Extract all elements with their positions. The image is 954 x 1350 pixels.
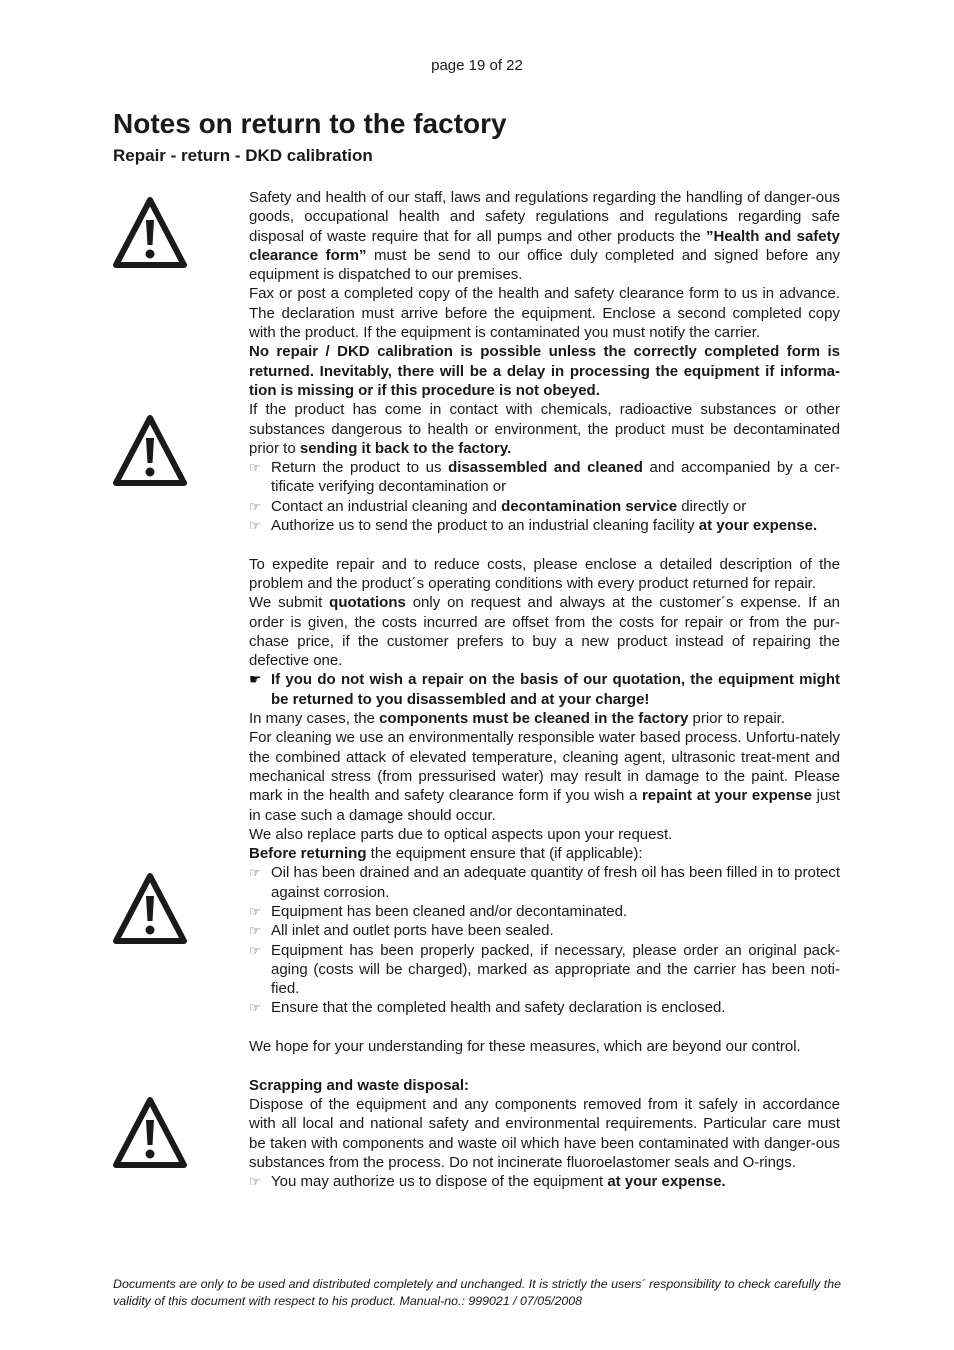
list-item — [249, 863, 840, 902]
paragraph-components — [249, 709, 840, 728]
page-title: Notes on return to the factory — [113, 108, 507, 139]
text: Contact an industrial cleaning and — [271, 497, 502, 515]
warning-triangle-icon — [112, 1095, 188, 1169]
text: Return the product to us — [271, 459, 449, 477]
list-item — [249, 516, 840, 535]
text: For cleaning we use an environmentally responsible water based process. Unfortu-nately the combined attack of elevated temperature, cleaning agent, ultrasonic treat-ment and mechanical stress (from pressurised water) may result in damage to the paint. Please mark in the health and safety clearance form if you wish a — [249, 729, 840, 805]
paragraph-understanding: We hope for your understanding for these measures, which are beyond our control. — [249, 1038, 801, 1056]
warning-triangle-icon — [112, 413, 188, 487]
emphasis: at your expense. — [607, 1173, 726, 1191]
page-number: page 19 of 22 — [431, 57, 523, 74]
paragraph-no-repair — [249, 342, 840, 400]
text: must be send to our office duly completed and signed before any equipment is dispatched to our premises. — [249, 246, 840, 284]
paragraph-replace-parts: We also replace parts due to optical aspects upon your request. — [249, 825, 673, 843]
emphasis: ”Health and safety clearance form” — [249, 227, 840, 264]
emphasis: If you do not wish a repair on the basis of our quotation, the equipment might be returned to you disassembled and at your charge! — [271, 671, 840, 708]
body-text — [249, 188, 840, 1191]
emphasis: components must be cleaned in the factory — [379, 710, 689, 728]
paragraph-fax: Fax or post a completed copy of the health and safety clearance form to us in advance. The declaration must arrive before the equipment. Enclose a second completed copy with the product. If the equipment is contaminated you must notify the carrier. — [249, 285, 840, 342]
warning-triangle-icon — [112, 195, 188, 269]
pointing-hand-icon: ☛ — [249, 671, 262, 688]
paragraph-disposal: Dispose of the equipment and any components removed from it safely in accordance with all local and national safety and environmental requirements. Particular care must be taken with components and waste oil which have been contaminated with danger-ous substances from the process. Do not incinerate fluoroelastomer seals and O-rings. — [249, 1095, 840, 1171]
emphasis: disassembled and cleaned — [448, 459, 643, 477]
list-item — [249, 941, 840, 999]
text: Oil has been drained and an adequate quantity of fresh oil has been filled in to protect against corrosion. — [271, 864, 840, 901]
text: Equipment has been properly packed, if necessary, please order an original pack-aging (costs will be charged), marked as appropriate and the carrier has been noti-fied. — [271, 941, 840, 998]
text: just in case such a damage should occur. — [249, 787, 840, 824]
warning-triangle-icon — [112, 871, 188, 945]
paragraph-before-returning — [249, 844, 840, 863]
text: and accompanied by a cer-tificate verifying decontamination or — [271, 459, 841, 496]
list-item — [249, 902, 840, 921]
emphasis: quotations — [329, 594, 406, 612]
pointing-hand-icon: ☞ — [249, 1174, 261, 1190]
emphasis: at your expense. — [698, 517, 818, 535]
text: Safety and health of our staff, laws and regulations regarding the handling of danger-ous goods, occupational health and safety regulations and regulations regarding safe disposal of waste require that for all pumps and other products the — [249, 189, 840, 245]
pointing-hand-icon: ☞ — [249, 865, 261, 881]
list-item — [249, 1172, 840, 1191]
text: In many cases, the — [249, 710, 380, 728]
page-subtitle: Repair - return - DKD calibration — [113, 146, 373, 165]
scrapping-heading — [249, 1076, 840, 1095]
text: You may authorize us to dispose of the equipment — [271, 1173, 608, 1191]
list-item — [249, 670, 840, 709]
text: the equipment ensure that (if applicable): — [366, 845, 643, 863]
text: We submit — [249, 594, 330, 612]
emphasis: sending it back to the factory. — [299, 439, 512, 457]
text: only on request and always at the customer´s expense. If an order is given, the costs incurred are offset from the costs for repair or from the pur-chase price, if the customer prefers to buy a new product instead of repairing the defective one. — [249, 594, 840, 670]
pointing-hand-icon: ☞ — [249, 460, 261, 476]
pointing-hand-icon: ☞ — [249, 942, 261, 958]
list-item — [249, 998, 840, 1017]
pointing-hand-icon: ☞ — [249, 498, 261, 514]
emphasis: repaint at your expense — [642, 787, 812, 805]
text: directly or — [677, 497, 747, 515]
pointing-hand-icon: ☞ — [249, 1000, 261, 1016]
paragraph-contamination — [249, 400, 840, 458]
list-item — [249, 497, 840, 516]
emphasis: Scrapping and waste disposal: — [249, 1076, 470, 1094]
paragraph-expedite: To expedite repair and to reduce costs, please enclose a detailed description of the problem and the product´s operating conditions with every product returned for repair. — [249, 555, 840, 592]
footer-note: Documents are only to be used and distributed completely and unchanged. It is strictly the users´ responsibility to check carefully the validity of this document with respect to his product. Manual-no.: 999021 / 07/05/2008 — [113, 1277, 841, 1308]
paragraph-cleaning — [249, 728, 840, 824]
list-item — [249, 458, 840, 497]
text: Equipment has been cleaned and/or decontaminated. — [271, 902, 628, 920]
pointing-hand-icon: ☞ — [249, 903, 261, 919]
pointing-hand-icon: ☞ — [249, 518, 261, 534]
text: Authorize us to send the product to an industrial cleaning facility — [271, 517, 699, 535]
emphasis: No repair / DKD calibration is possible unless the correctly completed form is returned. Inevitably, there will be a delay in processing the equipment if informa-tion is missing or if this procedure is not obeyed. — [249, 343, 840, 399]
text: prior to repair. — [688, 710, 786, 728]
text: If the product has come in contact with chemicals, radioactive substances or other substances dangerous to health or environment, the product must be decontaminated prior to — [249, 401, 840, 457]
paragraph-quotations — [249, 593, 840, 670]
text: Ensure that the completed health and safety declaration is enclosed. — [271, 999, 726, 1017]
list-item — [249, 921, 840, 940]
paragraph-clearance-form — [249, 188, 840, 284]
pointing-hand-icon: ☞ — [249, 923, 261, 939]
emphasis: decontamination service — [501, 497, 678, 515]
emphasis: Before returning — [249, 845, 367, 863]
text: All inlet and outlet ports have been sealed. — [271, 922, 554, 940]
